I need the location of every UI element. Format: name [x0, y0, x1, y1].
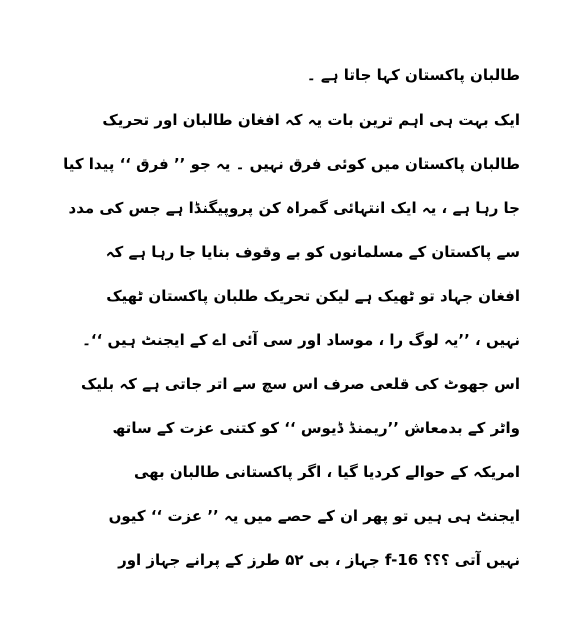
- text-line-7: نہیں ، ’’یہ لوگ را ، موساد اور سی آئی اے کے ایجنٹ ہیں ‘‘۔: [82, 331, 520, 349]
- text-line-4: جا رہا ہے ، یہ ایک انتہائی گمراہ کن پروپیگنڈا ہے جس کی مدد: [68, 199, 520, 217]
- text-line-3: طالبان پاکستان میں کوئی فرق نہیں ۔ یہ جو ’’ فرق ‘‘ پیدا کیا: [63, 155, 520, 173]
- text-line-1: طالبان پاکستان کہا جاتا ہے ۔: [306, 66, 520, 84]
- text-line-9: واٹر کے بدمعاش ’’ریمنڈ ڈیوس ‘‘ کو کتنی عزت کے ساتھ: [112, 419, 520, 437]
- text-line-2: ایک بہت ہی اہم ترین بات یہ کہ افغان طالبان اور تحریک: [102, 111, 520, 129]
- text-line-8: اس جھوٹ کی قلعی صرف اس سچ سے اتر جاتی ہے کہ بلیک: [80, 375, 520, 393]
- text-line-5: سے پاکستان کے مسلمانوں کو بے وقوف بنایا جا رہا ہے کہ: [105, 243, 520, 261]
- text-line-6: افغان جہاد تو ٹھیک ہے لیکن تحریک طلبان پاکستان ٹھیک: [106, 287, 520, 305]
- text-line-12: نہیں آتی ؟؟؟ f-16 جہاز ، بی ۵۲ طرز کے پرانے جہاز اور: [118, 551, 520, 569]
- text-line-10: امریکہ کے حوالے کردیا گیا ، اگر پاکستانی طالبان بھی: [133, 463, 520, 481]
- text-line-11: ایجنٹ ہی ہیں تو پھر ان کے حصے میں یہ ’’ عزت ‘‘ کیوں: [108, 507, 520, 525]
